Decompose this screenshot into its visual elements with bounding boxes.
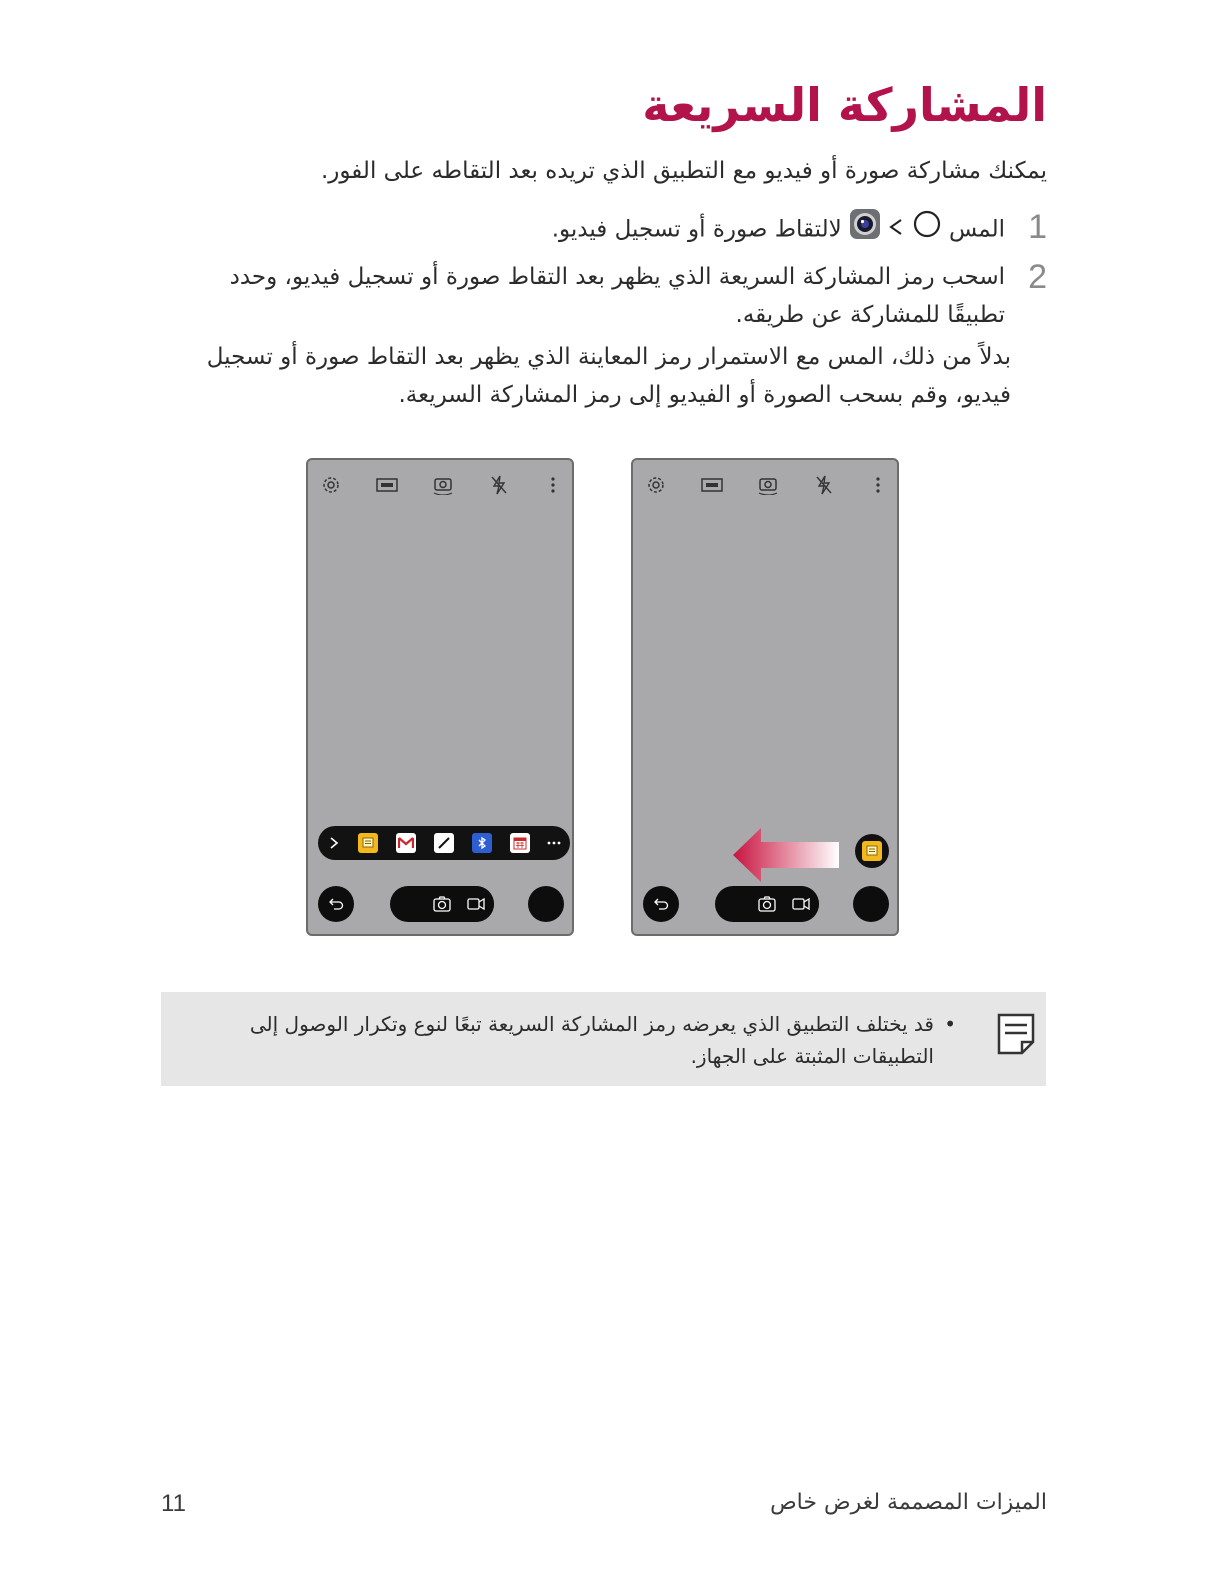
page-number: 11 <box>161 1490 186 1517</box>
note-body: قد يختلف التطبيق الذي يعرضه رمز المشاركة السريعة تبعًا لنوع وتكرار الوصول إلى التطبيقات المثبتة على الجهاز. <box>249 1012 934 1068</box>
step-1 <box>167 208 1047 252</box>
more-icon[interactable] <box>542 474 564 496</box>
hdr-icon[interactable] <box>701 474 723 496</box>
more-icon[interactable] <box>867 474 889 496</box>
footer-section-title: الميزات المصممة لغرض خاص <box>770 1490 1047 1515</box>
hdr-icon[interactable] <box>376 474 398 496</box>
calendar-icon[interactable] <box>510 833 530 853</box>
camera-screen-share-tray <box>306 458 574 936</box>
page-title: المشاركة السريعة <box>642 78 1047 132</box>
gear-icon[interactable] <box>645 474 667 496</box>
note-text <box>214 1008 956 1072</box>
message-icon <box>862 841 882 861</box>
back-button[interactable] <box>643 886 679 922</box>
share-app-tray <box>318 826 570 860</box>
more-horizontal-icon[interactable] <box>544 833 564 853</box>
step-2 <box>167 258 1047 334</box>
chevron-left-separator-icon <box>888 211 904 249</box>
gallery-preview-button[interactable] <box>853 886 889 922</box>
back-button[interactable] <box>318 886 354 922</box>
note-icon <box>996 1012 1036 1056</box>
intro-paragraph: يمكنك مشاركة صورة أو فيديو مع التطبيق الذي تريده بعد التقاطه على الفور. <box>321 158 1047 184</box>
note-box <box>161 992 1046 1086</box>
camera-screen-quick-share <box>631 458 899 936</box>
flash-off-icon[interactable] <box>813 474 835 496</box>
note-bullet: • <box>944 1012 956 1036</box>
step-1-text-start: المس <box>948 216 1005 243</box>
step-number: 1 <box>1028 208 1047 246</box>
pen-icon[interactable] <box>434 833 454 853</box>
flip-camera-icon[interactable] <box>757 474 779 496</box>
record-video-button[interactable] <box>458 886 494 922</box>
step-number: 2 <box>1028 258 1047 296</box>
step-2-text: اسحب رمز المشاركة السريعة الذي يظهر بعد التقاط صورة أو تسجيل فيديو، وحدد تطبيقًا للمشاركة عن طريقه. <box>229 264 1005 328</box>
flash-off-icon[interactable] <box>488 474 510 496</box>
gallery-preview-button[interactable] <box>528 886 564 922</box>
step-1-text-end: لالتقاط صورة أو تسجيل فيديو. <box>551 216 842 243</box>
swipe-left-arrow-icon <box>731 826 843 884</box>
record-video-button[interactable] <box>783 886 819 922</box>
quick-share-button[interactable] <box>855 834 889 868</box>
chevron-right-icon[interactable] <box>324 833 344 853</box>
bluetooth-icon[interactable] <box>472 833 492 853</box>
camera-app-icon <box>849 208 881 252</box>
gear-icon[interactable] <box>320 474 342 496</box>
step-2-alternative: بدلاً من ذلك، المس مع الاستمرار رمز المعاينة الذي يظهر بعد التقاط صورة أو تسجيل فيديو، وقم بسحب الصورة أو الفيديو إلى رمز المشاركة السريعة. <box>206 344 1011 408</box>
gmail-icon[interactable] <box>396 833 416 853</box>
message-icon[interactable] <box>358 833 378 853</box>
circle-home-icon <box>912 209 942 251</box>
flip-camera-icon[interactable] <box>432 474 454 496</box>
